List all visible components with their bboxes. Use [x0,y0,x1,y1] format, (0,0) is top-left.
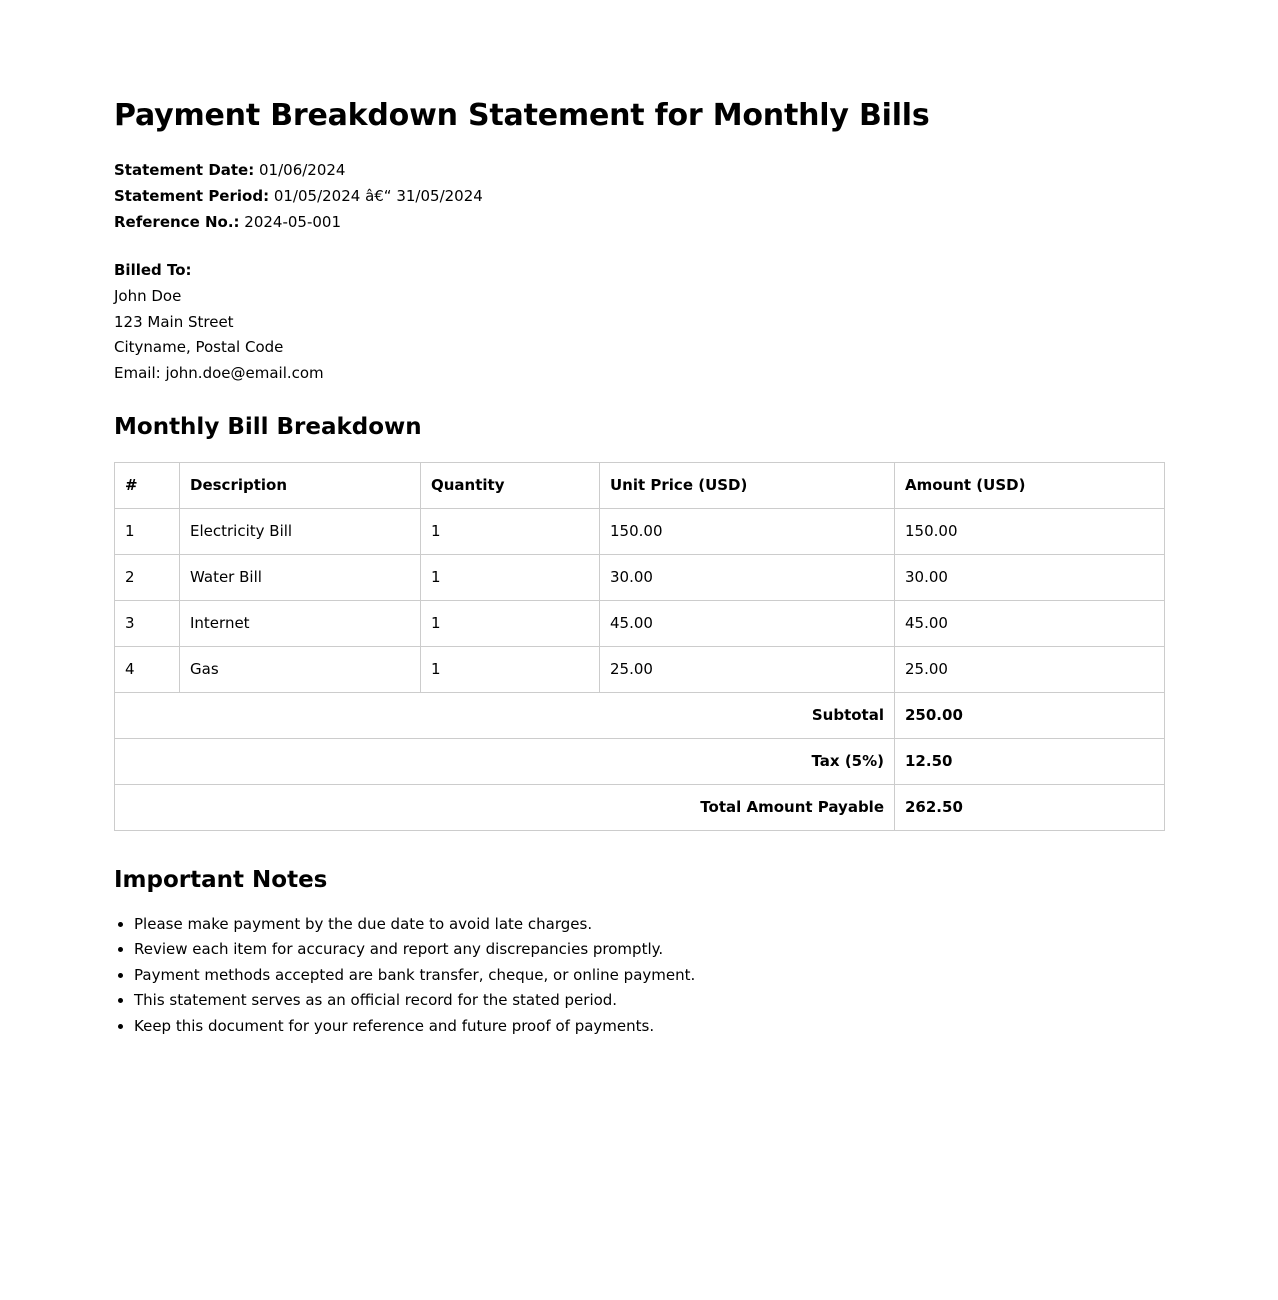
notes-list [114,912,1164,1040]
billed-to-name: John Doe [114,286,182,305]
statement-period [114,183,1164,209]
statement-date-value: 01/06/2024 [259,161,346,179]
billed-to-label: Billed To: [114,261,192,279]
table-row [115,646,1165,692]
row-quantity: 1 [421,600,600,646]
table-row [115,508,1165,554]
row-unit-price: 30.00 [600,554,895,600]
statement-period-label: Statement Period: [114,187,270,205]
list-item: • Payment methods accepted are bank transfer, cheque, or online payment. [134,963,1164,989]
row-quantity: 1 [421,554,600,600]
total-row [115,784,1165,830]
row-unit-price: 45.00 [600,600,895,646]
reference-number-label: Reference No.: [114,213,240,231]
list-item: • Please make payment by the due date to avoid late charges. [134,912,1164,938]
statement-period-value: 01/05/2024 â€“ 31/05/2024 [273,187,483,205]
billed-to-city: Cityname, Postal Code [114,338,284,357]
billed-to-email: Email: john.doe@email.com [114,364,324,383]
row-amount: 25.00 [895,646,1165,692]
notes-heading: Important Notes [114,866,328,893]
subtotal-label: Subtotal [115,692,895,738]
row-number: 2 [115,554,180,600]
row-amount: 30.00 [895,554,1165,600]
bill-breakdown-table [114,462,1165,831]
reference-number-value: 2024-05-001 [244,213,342,231]
tax-label: Tax (5%) [115,738,895,784]
row-unit-price: 25.00 [600,646,895,692]
row-quantity: 1 [421,646,600,692]
row-unit-price: 150.00 [600,508,895,554]
table-row [115,600,1165,646]
column-header-unit-price: Unit Price (USD) [600,462,895,508]
table-header-row [115,462,1165,508]
row-number: 4 [115,646,180,692]
total-label: Total Amount Payable [115,784,895,830]
list-item: • Keep this document for your reference and future proof of payments. [134,1014,1164,1040]
breakdown-heading: Monthly Bill Breakdown [114,413,422,440]
row-number: 1 [115,508,180,554]
total-value: 262.50 [895,784,1165,830]
statement-meta [114,157,1164,235]
column-header-quantity: Quantity [421,462,600,508]
billed-to-street: 123 Main Street [114,312,234,331]
row-amount: 150.00 [895,508,1165,554]
row-quantity: 1 [421,508,600,554]
billed-to [114,258,1164,387]
row-amount: 45.00 [895,600,1165,646]
column-header-amount: Amount (USD) [895,462,1165,508]
statement-date-label: Statement Date: [114,161,255,179]
row-description: Electricity Bill [180,508,421,554]
page-title: Payment Breakdown Statement for Monthly Bills [114,98,930,133]
row-number: 3 [115,600,180,646]
reference-number [114,209,1164,235]
column-header-description: Description [180,462,421,508]
list-item: • This statement serves as an official record for the stated period. [134,988,1164,1014]
tax-value: 12.50 [895,738,1165,784]
list-item: • Review each item for accuracy and report any discrepancies promptly. [134,937,1164,963]
tax-row [115,738,1165,784]
column-header-number: # [115,462,180,508]
row-description: Water Bill [180,554,421,600]
statement-date [114,157,1164,183]
table-row [115,554,1165,600]
row-description: Internet [180,600,421,646]
subtotal-row [115,692,1165,738]
row-description: Gas [180,646,421,692]
subtotal-value: 250.00 [895,692,1165,738]
